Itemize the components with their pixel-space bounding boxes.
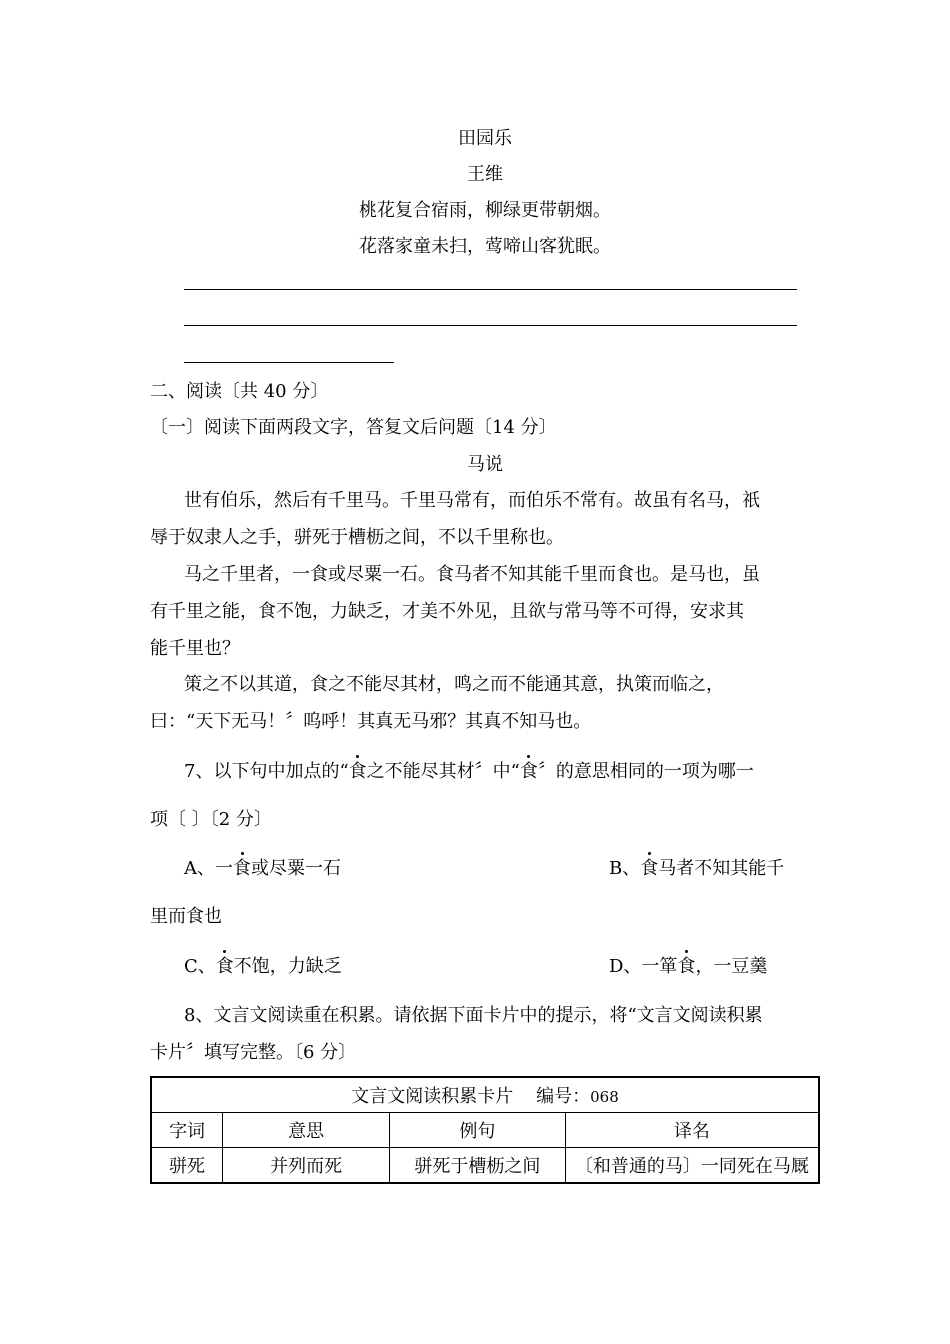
card-cell: 骈死于槽枥之间: [390, 1148, 566, 1184]
question-8: 8、文言文阅读重在积累。请依据下面卡片中的提示，将“文言文阅读积累: [184, 1005, 763, 1026]
section-sub-heading: 〔一〕阅读下面两段文字，答复文后问题〔14 分〕: [150, 417, 557, 438]
option-b-text: 马者不知其能千: [658, 858, 785, 879]
essay-title: 马说: [467, 454, 503, 475]
essay-p2-line-1: 马之千里者，一食或尽粟一石。食马者不知其能千里而食也。是马也，虽: [184, 564, 760, 585]
card-number-label: 编号：: [536, 1086, 591, 1107]
answer-line-3: [184, 362, 394, 363]
card-header-cell: 译名: [565, 1113, 819, 1148]
poem-line-1: 桃花复合宿雨，柳绿更带朝烟。: [359, 200, 611, 221]
card-title-cell: [151, 1077, 819, 1113]
card-cell: 并列而死: [223, 1148, 390, 1184]
option-b-dotted: 食: [640, 858, 659, 879]
essay-p1-line-2: 辱于奴隶人之手，骈死于槽枥之间，不以千里称也。: [150, 527, 564, 548]
option-a[interactable]: [184, 857, 341, 881]
essay-p1-line-1: 世有伯乐，然后有千里马。千里马常有，而伯乐不常有。故虽有名马，祇: [184, 490, 760, 511]
q7-mid: 之不能尽其材〞中“: [366, 761, 520, 782]
q7-prefix: 7、以下句中加点的“: [184, 761, 349, 782]
poem-author: 王维: [467, 164, 503, 185]
card-title: 文言文阅读积累卡片: [351, 1086, 514, 1107]
card-header-cell: 例句: [390, 1113, 566, 1148]
option-c[interactable]: [184, 955, 342, 979]
card-header-row: [151, 1113, 819, 1148]
question-8-line-2: 卡片〞填写完整。〔6 分〕: [150, 1042, 357, 1063]
option-c-dotted: 食: [215, 956, 234, 977]
card-header-cell: 字词: [151, 1113, 223, 1148]
card-number: 068: [590, 1088, 619, 1106]
q7-dotted-char-2: 食: [519, 761, 538, 782]
option-a-label: A、一: [184, 858, 233, 879]
poem-line-2: 花落家童未扫，莺啼山客犹眠。: [359, 236, 611, 257]
question-7: [184, 760, 754, 784]
option-c-label: C、: [184, 956, 216, 977]
answer-line-2: [184, 325, 797, 326]
essay-p2-line-3: 能千里也？: [150, 638, 240, 659]
option-d-label: D、一箪: [609, 956, 678, 977]
poem-title: 田园乐: [458, 128, 512, 149]
section-heading: 二、阅读〔共 40 分〕: [150, 381, 329, 402]
essay-p2-line-2: 有千里之能，食不饱，力缺乏，才美不外见，且欲与常马等不可得，安求其: [150, 601, 744, 622]
option-b[interactable]: [609, 857, 784, 881]
card-cell: 骈死: [151, 1148, 223, 1184]
q7-dotted-char: 食: [348, 761, 367, 782]
card-header-cell: 意思: [223, 1113, 390, 1148]
card-row: [151, 1148, 819, 1184]
q7-suffix: 〞的意思相同的一项为哪一: [537, 761, 754, 782]
accumulation-card: [150, 1076, 820, 1184]
option-c-text: 不饱，力缺乏: [233, 956, 342, 977]
question-7-line-2: 项〔 〕〔2 分〕: [150, 809, 272, 830]
card-cell: 〔和普通的马〕一同死在马厩: [565, 1148, 819, 1184]
option-d[interactable]: [609, 955, 767, 979]
option-a-dotted: 食: [233, 858, 251, 879]
essay-p3-line-2: 曰：“天下无马！〞呜呼！其真无马邪？其真不知马也。: [150, 711, 592, 732]
option-b-label: B、: [609, 858, 641, 879]
option-d-dotted: 食: [677, 956, 696, 977]
essay-p3-line-1: 策之不以其道，食之不能尽其材，鸣之而不能通其意，执策而临之，: [184, 674, 724, 695]
option-b-continued: 里而食也: [150, 906, 222, 927]
answer-line-1: [184, 289, 797, 290]
option-d-text: ，一豆羹: [695, 956, 768, 977]
option-a-text: 或尽粟一石: [251, 858, 341, 879]
